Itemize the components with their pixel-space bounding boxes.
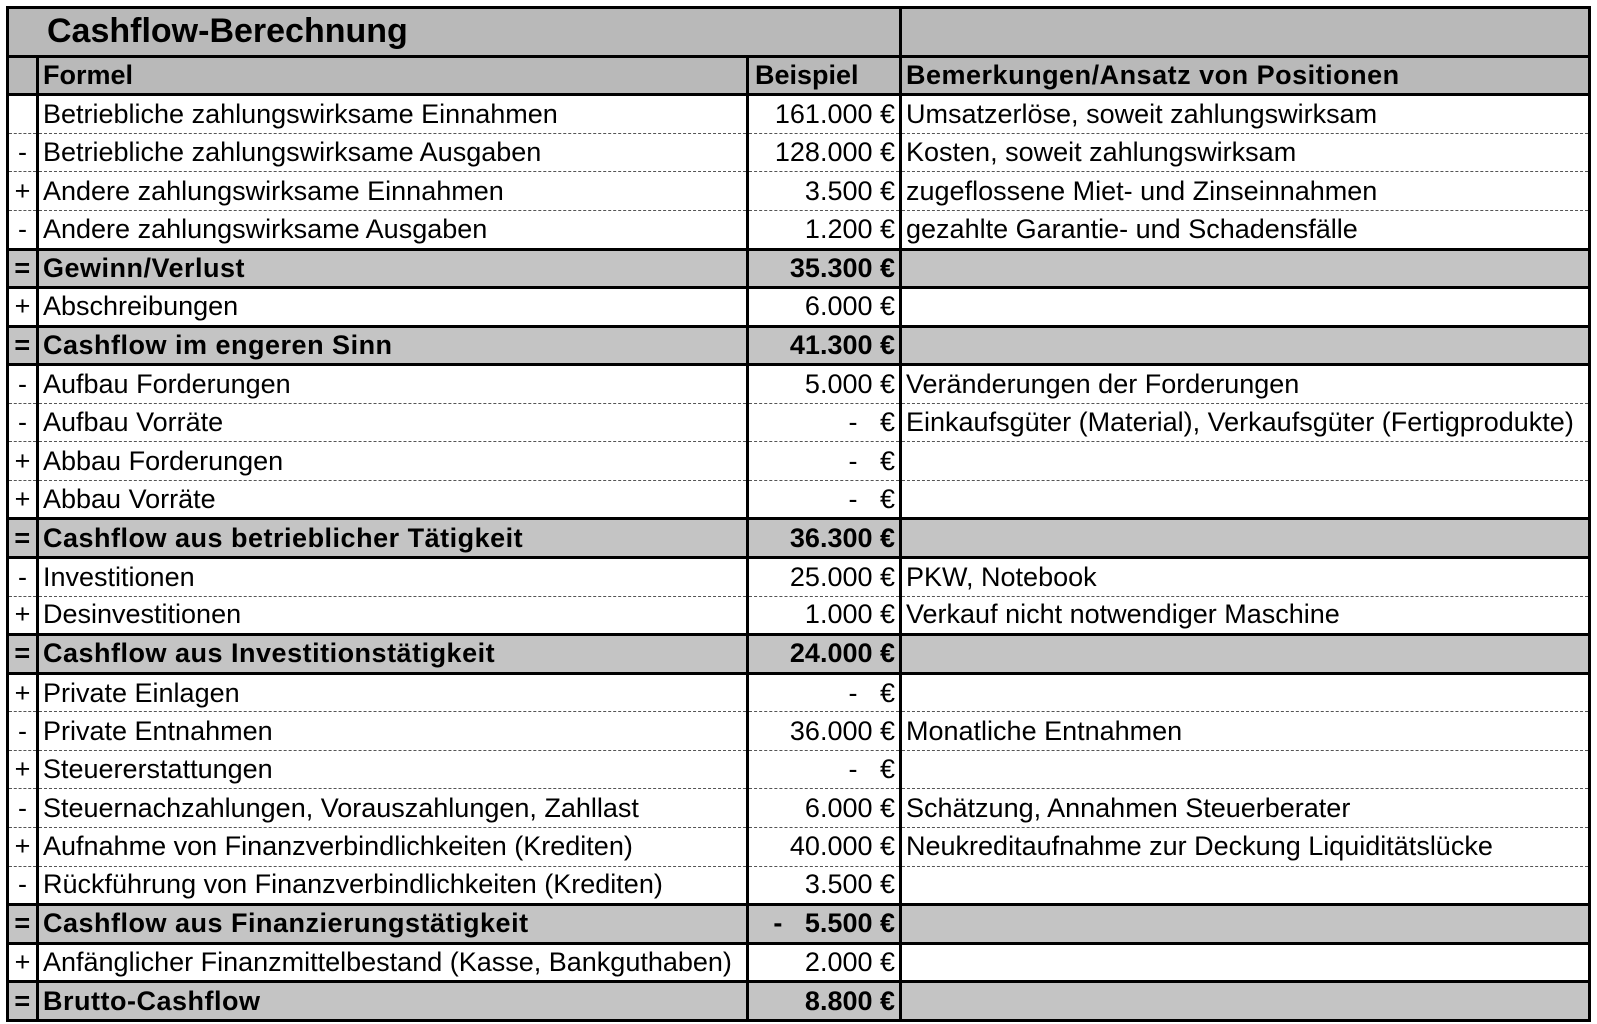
position-cell[interactable]: Desinvestitionen (38, 596, 748, 635)
operator-cell[interactable]: + (8, 750, 38, 789)
table-row (8, 789, 1590, 828)
remark-cell[interactable] (901, 673, 1590, 712)
operator-cell[interactable]: = (8, 635, 38, 674)
subtotal-row (8, 635, 1590, 674)
subtotal-row (8, 519, 1590, 558)
value-cell[interactable]: 40.000 € (748, 827, 901, 866)
remark-cell[interactable] (901, 249, 1590, 288)
operator-cell[interactable]: - (8, 403, 38, 442)
position-cell[interactable]: Aufbau Vorräte (38, 403, 748, 442)
operator-cell[interactable]: = (8, 905, 38, 944)
value-cell[interactable]: - € (748, 403, 901, 442)
operator-cell[interactable]: + (8, 943, 38, 982)
remark-cell[interactable] (901, 442, 1590, 481)
position-cell[interactable]: Abschreibungen (38, 288, 748, 327)
table-row (8, 288, 1590, 327)
value-cell[interactable]: 36.300 € (748, 519, 901, 558)
value-cell[interactable]: 6.000 € (748, 789, 901, 828)
operator-cell[interactable]: - (8, 558, 38, 597)
position-cell[interactable]: Investitionen (38, 558, 748, 597)
table-row (8, 95, 1590, 134)
operator-cell[interactable]: + (8, 827, 38, 866)
position-cell[interactable]: Cashflow aus betrieblicher Tätigkeit (38, 519, 748, 558)
remark-cell[interactable]: Monatliche Entnahmen (901, 712, 1590, 751)
position-cell[interactable]: Cashflow im engeren Sinn (38, 326, 748, 365)
value-cell[interactable]: 36.000 € (748, 712, 901, 751)
position-cell[interactable]: Steuernachzahlungen, Vorauszahlungen, Zahllast (38, 789, 748, 828)
position-cell[interactable]: Abbau Vorräte (38, 480, 748, 519)
remark-cell[interactable]: Schätzung, Annahmen Steuerberater (901, 789, 1590, 828)
operator-cell[interactable]: + (8, 596, 38, 635)
title-note-cell[interactable] (901, 8, 1590, 57)
operator-cell[interactable]: + (8, 172, 38, 211)
position-cell[interactable]: Private Einlagen (38, 673, 748, 712)
position-cell[interactable]: Betriebliche zahlungswirksame Einnahmen (38, 95, 748, 134)
position-cell[interactable]: Aufnahme von Finanzverbindlichkeiten (Krediten) (38, 827, 748, 866)
table-row (8, 480, 1590, 519)
operator-cell[interactable]: + (8, 480, 38, 519)
position-cell[interactable]: Gewinn/Verlust (38, 249, 748, 288)
subtotal-row (8, 982, 1590, 1021)
position-cell[interactable]: Brutto-Cashflow (38, 982, 748, 1021)
value-cell[interactable]: 128.000 € (748, 133, 901, 172)
subtotal-row (8, 905, 1590, 944)
value-cell[interactable]: 6.000 € (748, 288, 901, 327)
remark-cell[interactable] (901, 288, 1590, 327)
position-cell[interactable]: Abbau Forderungen (38, 442, 748, 481)
value-cell[interactable]: 35.300 € (748, 249, 901, 288)
operator-cell[interactable]: + (8, 288, 38, 327)
sheet-title[interactable]: Cashflow-Berechnung (8, 8, 901, 57)
table-row (8, 827, 1590, 866)
remark-cell[interactable]: Neukreditaufnahme zur Deckung Liquiditätslücke (901, 827, 1590, 866)
header-formel[interactable]: Formel (38, 56, 748, 95)
position-cell[interactable]: Andere zahlungswirksame Einnahmen (38, 172, 748, 211)
operator-cell[interactable]: - (8, 866, 38, 905)
value-cell[interactable]: 24.000 € (748, 635, 901, 674)
operator-cell[interactable]: - (8, 365, 38, 404)
table-row (8, 442, 1590, 481)
operator-cell[interactable]: - (8, 789, 38, 828)
header-beispiel[interactable]: Beispiel (748, 56, 901, 95)
position-cell[interactable]: Private Entnahmen (38, 712, 748, 751)
table-row (8, 866, 1590, 905)
position-cell[interactable]: Cashflow aus Finanzierungstätigkeit (38, 905, 748, 944)
value-cell[interactable]: - € (748, 673, 901, 712)
value-cell[interactable]: - € (748, 480, 901, 519)
table-row (8, 673, 1590, 712)
title-row (8, 8, 1590, 57)
operator-cell[interactable]: + (8, 442, 38, 481)
remark-cell[interactable]: gezahlte Garantie- und Schadensfälle (901, 210, 1590, 249)
value-cell[interactable]: 3.500 € (748, 172, 901, 211)
header-bemerkungen[interactable]: Bemerkungen/Ansatz von Positionen (901, 56, 1590, 95)
table-row (8, 943, 1590, 982)
operator-cell[interactable]: = (8, 982, 38, 1021)
remark-cell[interactable] (901, 480, 1590, 519)
table-row (8, 210, 1590, 249)
value-cell[interactable]: - € (748, 750, 901, 789)
remark-cell[interactable]: Kosten, soweit zahlungswirksam (901, 133, 1590, 172)
operator-cell[interactable]: = (8, 249, 38, 288)
position-cell[interactable]: Steuererstattungen (38, 750, 748, 789)
table-row (8, 172, 1590, 211)
value-cell[interactable]: 1.000 € (748, 596, 901, 635)
subtotal-row (8, 326, 1590, 365)
position-cell[interactable]: Betriebliche zahlungswirksame Ausgaben (38, 133, 748, 172)
value-cell[interactable]: 161.000 € (748, 95, 901, 134)
remark-cell[interactable]: PKW, Notebook (901, 558, 1590, 597)
table-row (8, 365, 1590, 404)
cashflow-sheet (6, 6, 1591, 1022)
value-cell[interactable]: 2.000 € (748, 943, 901, 982)
operator-cell[interactable]: - (8, 712, 38, 751)
value-cell[interactable]: 8.800 € (748, 982, 901, 1021)
remark-cell[interactable]: zugeflossene Miet- und Zinseinnahmen (901, 172, 1590, 211)
remark-cell[interactable] (901, 326, 1590, 365)
value-cell[interactable]: 5.000 € (748, 365, 901, 404)
cashflow-table (6, 6, 1591, 1022)
value-cell[interactable]: - € (748, 442, 901, 481)
value-cell[interactable]: 25.000 € (748, 558, 901, 597)
header-op-cell[interactable] (8, 56, 38, 95)
remark-cell[interactable]: Einkaufsgüter (Material), Verkaufsgüter (Fertigprodukte) (901, 403, 1590, 442)
remark-cell[interactable] (901, 866, 1590, 905)
value-cell[interactable]: 3.500 € (748, 866, 901, 905)
table-row (8, 403, 1590, 442)
operator-cell[interactable]: - (8, 133, 38, 172)
operator-cell[interactable]: + (8, 673, 38, 712)
table-row (8, 750, 1590, 789)
table-row (8, 558, 1590, 597)
table-row (8, 133, 1590, 172)
remark-cell[interactable] (901, 519, 1590, 558)
position-cell[interactable]: Cashflow aus Investitionstätigkeit (38, 635, 748, 674)
value-cell[interactable]: 1.200 € (748, 210, 901, 249)
table-row (8, 712, 1590, 751)
operator-cell[interactable]: = (8, 326, 38, 365)
operator-cell[interactable] (8, 95, 38, 134)
position-cell[interactable]: Aufbau Forderungen (38, 365, 748, 404)
position-cell[interactable]: Andere zahlungswirksame Ausgaben (38, 210, 748, 249)
position-cell[interactable]: Anfänglicher Finanzmittelbestand (Kasse, Bankguthaben) (38, 943, 748, 982)
position-cell[interactable]: Rückführung von Finanzverbindlichkeiten (Krediten) (38, 866, 748, 905)
value-cell[interactable]: 41.300 € (748, 326, 901, 365)
operator-cell[interactable]: - (8, 210, 38, 249)
subtotal-row (8, 249, 1590, 288)
remark-cell[interactable] (901, 982, 1590, 1021)
remark-cell[interactable]: Verkauf nicht notwendiger Maschine (901, 596, 1590, 635)
table-row (8, 596, 1590, 635)
remark-cell[interactable]: Umsatzerlöse, soweit zahlungswirksam (901, 95, 1590, 134)
remark-cell[interactable]: Veränderungen der Forderungen (901, 365, 1590, 404)
remark-cell[interactable] (901, 905, 1590, 944)
operator-cell[interactable]: = (8, 519, 38, 558)
remark-cell[interactable] (901, 750, 1590, 789)
header-row (8, 56, 1590, 95)
remark-cell[interactable] (901, 635, 1590, 674)
remark-cell[interactable] (901, 943, 1590, 982)
value-cell[interactable]: - 5.500 € (748, 905, 901, 944)
